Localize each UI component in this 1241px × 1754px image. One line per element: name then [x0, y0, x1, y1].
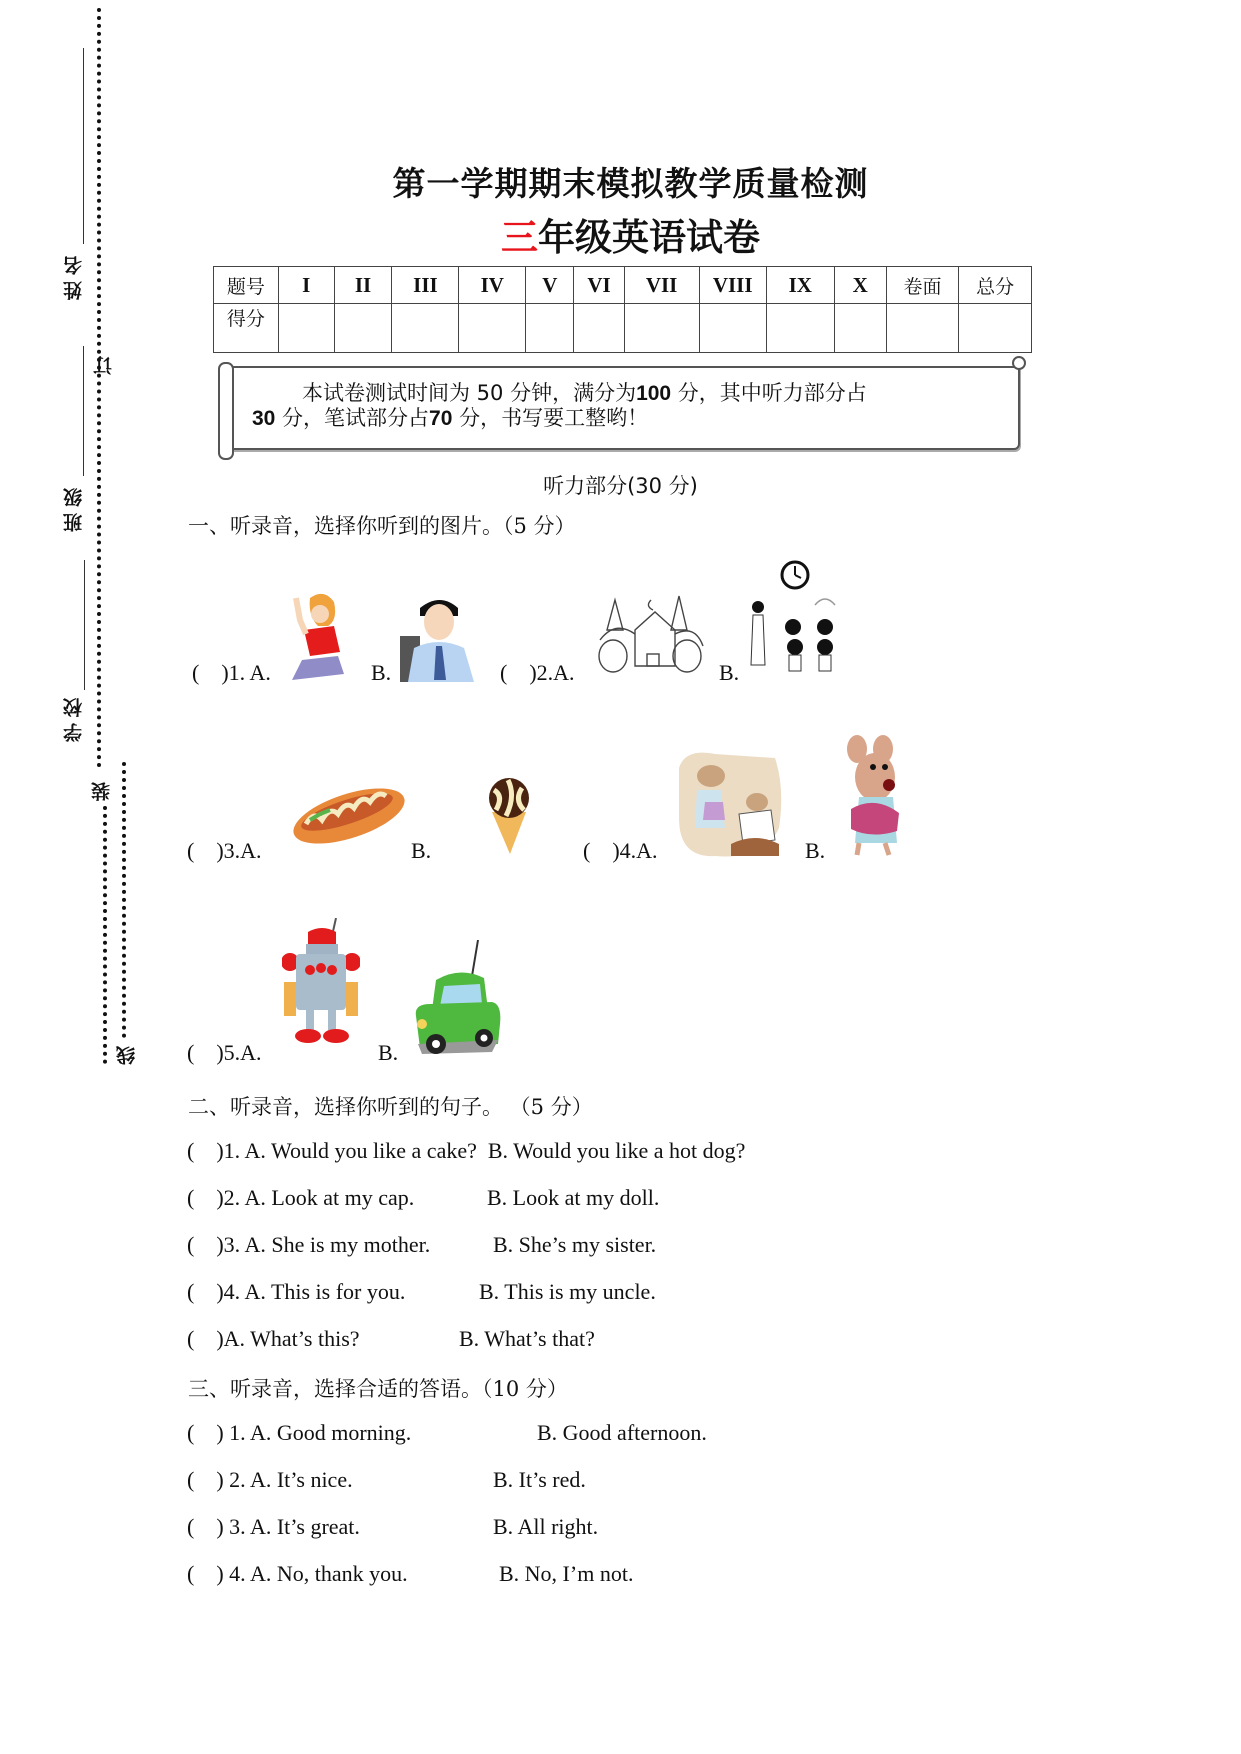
name-label: 姓名: [63, 250, 85, 300]
sentence-question: [187, 1279, 656, 1305]
binding-dotted-line: [103, 806, 107, 1064]
score-table-column-header: VI: [574, 267, 624, 304]
score-table-column-header: IV: [459, 267, 526, 304]
class-blank-line[interactable]: [83, 346, 84, 476]
scroll-curl-left: [218, 362, 234, 460]
option-b-text: B. What’s that?: [459, 1326, 595, 1351]
sentence-question: [187, 1232, 657, 1258]
question-label: ( )2.A.: [500, 660, 575, 685]
score-table: [213, 266, 1032, 353]
score-table-column-header: V: [526, 267, 574, 304]
binding-dotted-line: [122, 762, 126, 1038]
score-cell[interactable]: [766, 304, 834, 353]
option-b-text: B. All right.: [493, 1514, 599, 1539]
option-a-text: Good morning.: [276, 1420, 412, 1445]
score-table-column-header: 总分: [959, 267, 1032, 304]
notice-text-part: 分，书写要工整哟！: [452, 406, 649, 430]
ice-cream-cone-image[interactable]: [482, 776, 536, 854]
option-b-text: B. No, I’m not.: [499, 1561, 634, 1586]
option-b-label: B.: [411, 838, 432, 863]
toy-robot-image[interactable]: [282, 918, 360, 1048]
question-prefix: ( ) 3. A.: [187, 1514, 272, 1539]
mouse-family-image[interactable]: [675, 748, 785, 860]
option-a-text: It’s nice.: [276, 1467, 353, 1492]
notice-text-part: 本试卷测试时间为 50 分钟，满分为: [302, 381, 637, 405]
toy-car-image[interactable]: [412, 940, 502, 1062]
question-prefix: ( )A.: [187, 1326, 246, 1351]
option-a-text: Would you like a cake?: [270, 1138, 477, 1163]
sentence-question: [187, 1185, 660, 1211]
score-cell[interactable]: [278, 304, 334, 353]
notice-text-part: 分，笔试部分占: [275, 406, 430, 430]
score-table-row-label: 得分: [214, 304, 279, 353]
score-table-column-header: X: [834, 267, 886, 304]
score-cell[interactable]: [834, 304, 886, 353]
question-prefix: ( ) 2. A.: [187, 1467, 272, 1492]
option-b-text: B. This is my uncle.: [479, 1279, 656, 1304]
score-cell[interactable]: [459, 304, 526, 353]
exam-title: 第一学期期末模拟教学质量检测: [392, 164, 869, 203]
score-cell[interactable]: [392, 304, 459, 353]
response-question: [187, 1467, 586, 1493]
question-prefix: ( ) 4. A.: [187, 1561, 272, 1586]
question-label: ( )5.A.: [187, 1040, 262, 1065]
option-b-text: B. Good afternoon.: [537, 1420, 707, 1445]
sentence-question: [187, 1326, 595, 1352]
listening-section-heading: 听力部分(30 分): [543, 474, 698, 498]
option-b-text: B. Would you like a hot dog?: [487, 1138, 746, 1163]
option-a-text: This is for you.: [270, 1279, 406, 1304]
grade-highlight: 三: [501, 216, 538, 259]
binding-dotted-line: [97, 8, 101, 768]
man-in-shirt-and-tie-image[interactable]: [400, 596, 482, 682]
score-table-column-header: VII: [624, 267, 699, 304]
subtitle-rest: 年级英语试卷: [538, 216, 760, 259]
sentence-question: [187, 1138, 745, 1164]
notice-writing-score: 70: [429, 407, 453, 430]
score-table-column-header: II: [334, 267, 392, 304]
response-question: [187, 1514, 599, 1540]
question-prefix: ( ) 1. A.: [187, 1420, 272, 1445]
binding-mark-ding: 订: [93, 350, 115, 375]
night-castle-scene-image[interactable]: [595, 590, 705, 675]
question-label: ( )1. A.: [192, 660, 271, 685]
score-table-header-row: [214, 267, 1032, 304]
part3-heading: 三、听录音，选择合适的答语。（10 分）: [188, 1377, 568, 1401]
score-cell[interactable]: [624, 304, 699, 353]
score-table-column-header: IX: [766, 267, 834, 304]
school-blank-line[interactable]: [84, 560, 85, 690]
option-b-label: B.: [719, 660, 740, 685]
notice-text-part: 分，其中听力部分占: [671, 381, 867, 405]
exam-subtitle: [0, 207, 1241, 261]
score-table-score-row: [214, 304, 1032, 353]
score-table-column-header: VIII: [699, 267, 766, 304]
option-a-text: Look at my cap.: [271, 1185, 415, 1210]
woman-in-red-shirt-image[interactable]: [288, 590, 350, 682]
notice-listening-score: 30: [252, 407, 276, 430]
mouse-with-cap-image[interactable]: [835, 735, 917, 857]
scroll-curl-right: [1012, 356, 1026, 370]
score-cell[interactable]: [574, 304, 624, 353]
score-cell[interactable]: [959, 304, 1032, 353]
option-b-text: B. It’s red.: [493, 1467, 586, 1492]
option-b-label: B.: [371, 660, 392, 685]
score-table-column-header: I: [278, 267, 334, 304]
notice-text: [252, 381, 998, 431]
score-table-column-header: III: [392, 267, 459, 304]
notice-scroll-box: [224, 366, 1020, 450]
binding-mark-xian: 线: [116, 1040, 138, 1065]
teacher-and-children-morning-image[interactable]: [745, 555, 845, 680]
notice-full-score: 100: [636, 382, 672, 405]
option-b-text: B. Look at my doll.: [487, 1185, 660, 1210]
question-prefix: ( )3. A.: [187, 1232, 266, 1257]
score-table-row-label: 题号: [214, 267, 279, 304]
part2-heading: 二、听录音，选择你听到的句子。 （5 分）: [188, 1095, 593, 1119]
response-question: [187, 1420, 707, 1446]
score-table-column-header: 卷面: [886, 267, 959, 304]
question-prefix: ( )1. A.: [187, 1138, 266, 1163]
question-label: ( )4.A.: [583, 838, 658, 863]
score-cell[interactable]: [886, 304, 959, 353]
option-a-text: What’s this?: [250, 1326, 360, 1351]
question-prefix: ( )2. A.: [187, 1185, 266, 1210]
option-b-label: B.: [805, 838, 826, 863]
option-a-text: No, thank you.: [276, 1561, 408, 1586]
part1-heading: 一、听录音，选择你听到的图片。（5 分）: [188, 514, 576, 538]
score-cell[interactable]: [334, 304, 392, 353]
score-cell[interactable]: [526, 304, 574, 353]
option-a-text: She is my mother.: [271, 1232, 431, 1257]
option-a-text: It’s great.: [276, 1514, 360, 1539]
hot-dog-image[interactable]: [290, 780, 408, 848]
response-question: [187, 1561, 634, 1587]
option-b-label: B.: [378, 1040, 399, 1065]
question-label: ( )3.A.: [187, 838, 262, 863]
class-label: 班级: [63, 482, 85, 532]
binding-mark-zhuang: 装: [91, 776, 113, 801]
question-prefix: ( )4. A.: [187, 1279, 266, 1304]
option-b-text: B. She’s my sister.: [493, 1232, 657, 1257]
score-cell[interactable]: [699, 304, 766, 353]
school-label: 学校: [63, 692, 85, 742]
